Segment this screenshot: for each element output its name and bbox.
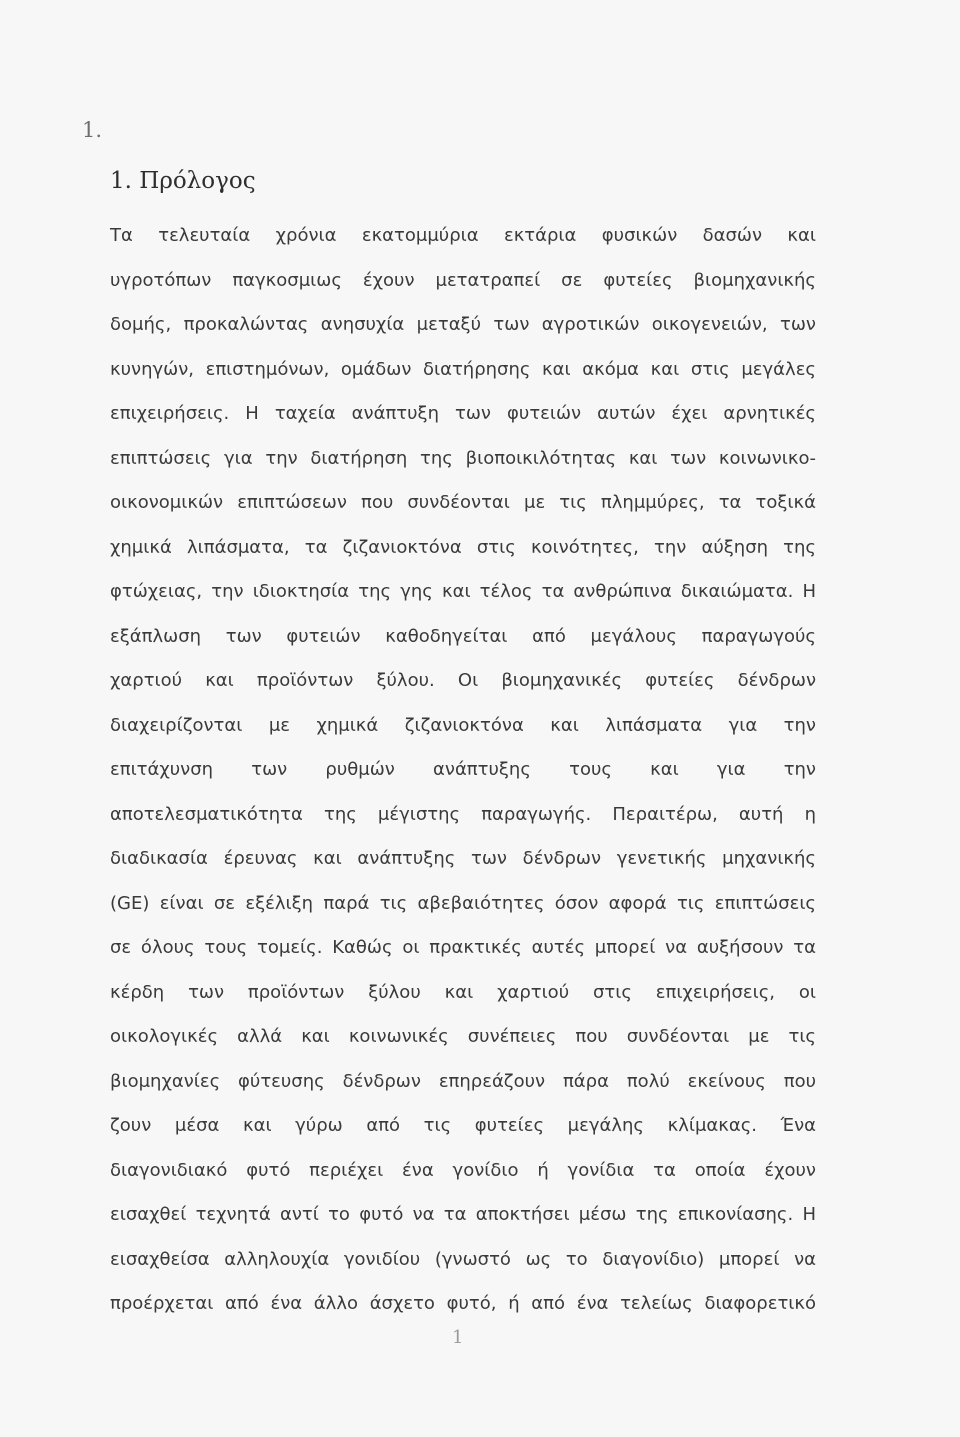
text-line: (GE) είναι σε εξέλιξη παρά τις αβεβαιότητες όσον αφορά τις επιπτώσεις: [110, 892, 816, 914]
text-line: επιπτώσεις για την διατήρηση της βιοποικιλότητας και των κοινωνικο-: [110, 447, 816, 469]
section-heading: 1. Πρόλογος: [110, 168, 256, 194]
text-line: κέρδη των προϊόντων ξύλου και χαρτιού στις επιχειρήσεις, οι: [110, 981, 816, 1003]
text-line: σε όλους τους τομείς. Καθώς οι πρακτικές αυτές μπορεί να αυξήσουν τα: [110, 937, 816, 958]
text-line: διαδικασία έρευνας και ανάπτυξης των δένδρων γενετικής μηχανικής: [110, 848, 816, 869]
text-line: εισαχθεί τεχνητά αντί το φυτό να τα αποκτήσει μέσω της επικονίασης. Η: [110, 1204, 816, 1225]
text-line: εισαχθείσα αλληλουχία γονιδίου (γνωστό ως το διαγονίδιο) μπορεί να: [110, 1248, 816, 1270]
text-line: χαρτιού και προϊόντων ξύλου. Οι βιομηχανικές φυτείες δένδρων: [110, 670, 816, 691]
text-line: δομής, προκαλώντας ανησυχία μεταξύ των αγροτικών οικογενειών, των: [110, 314, 816, 335]
text-line: κυνηγών, επιστημόνων, ομάδων διατήρησης και ακόμα και στις μεγάλες: [110, 358, 816, 380]
text-line: προέρχεται από ένα άλλο άσχετο φυτό, ή από ένα τελείως διαφορετικό: [110, 1293, 816, 1314]
text-line: βιομηχανίες φύτευσης δένδρων επηρεάζουν πάρα πολύ εκείνους που: [110, 1070, 816, 1092]
text-line: φτώχειας, την ιδιοκτησία της γης και τέλος τα ανθρώπινα δικαιώματα. Η: [110, 581, 816, 602]
text-line: οικολογικές αλλά και κοινωνικές συνέπειες που συνδέονται με τις: [110, 1026, 816, 1047]
text-line: εξάπλωση των φυτειών καθοδηγείται από μεγάλους παραγωγούς: [110, 625, 816, 647]
text-line: επιτάχυνση των ρυθμών ανάπτυξης τους και για την: [110, 759, 816, 780]
body-paragraph: [110, 214, 816, 1327]
top-page-number: 1.: [82, 118, 103, 142]
text-line: χημικά λιπάσματα, τα ζιζανιοκτόνα στις κοινότητες, την αύξηση της: [110, 536, 816, 558]
bottom-page-number: 1: [452, 1327, 464, 1348]
text-line: Τα τελευταία χρόνια εκατομμύρια εκτάρια φυσικών δασών και: [110, 225, 816, 246]
text-line: οικονομικών επιπτώσεων που συνδέονται με τις πλημμύρες, τα τοξικά: [110, 492, 816, 513]
text-line: αποτελεσματικότητα της μέγιστης παραγωγής. Περαιτέρω, αυτή η: [110, 803, 816, 825]
text-line: επιχειρήσεις. Η ταχεία ανάπτυξη των φυτειών αυτών έχει αρνητικές: [110, 403, 816, 424]
text-line: ζουν μέσα και γύρω από τις φυτείες μεγάλης κλίμακας. Ένα: [110, 1115, 816, 1136]
text-line: υγροτόπων παγκοσμιως έχουν μετατραπεί σε φυτείες βιομηχανικής: [110, 269, 816, 291]
text-line: διαγονιδιακό φυτό περιέχει ένα γονίδιο ή γονίδια τα οποία έχουν: [110, 1159, 816, 1181]
text-line: διαχειρίζονται με χημικά ζιζανιοκτόνα και λιπάσματα για την: [110, 714, 816, 736]
